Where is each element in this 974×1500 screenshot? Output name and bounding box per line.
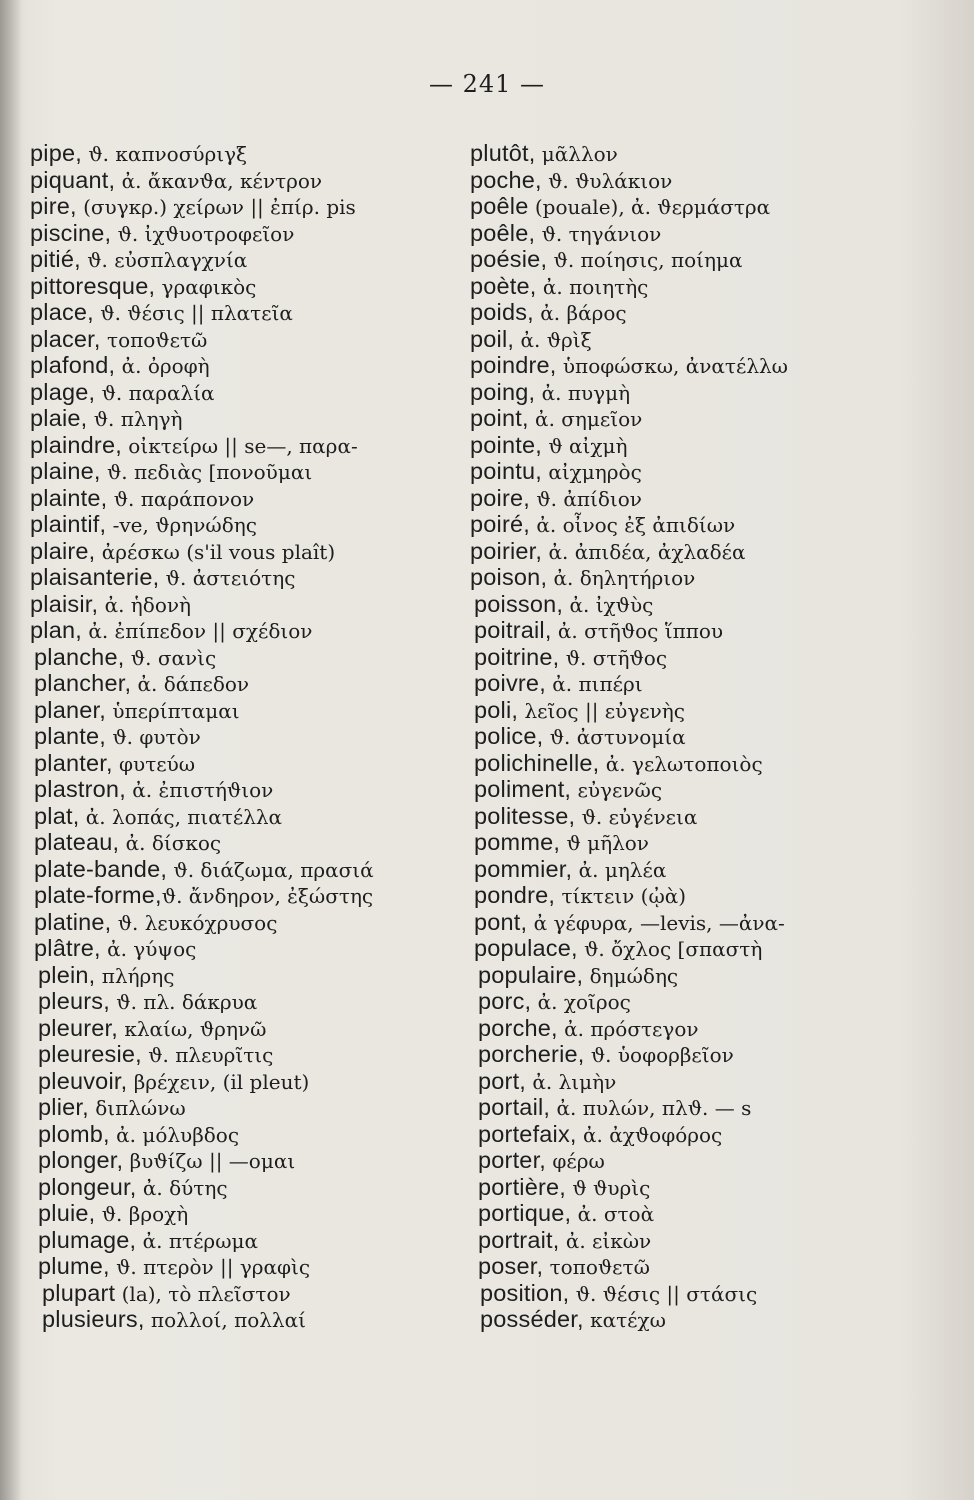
greek-definition: ϑ. παραλία [95, 380, 215, 405]
greek-definition: ὑποφώσκω, ἀνατέλλω [556, 354, 788, 378]
dictionary-entry [30, 1306, 470, 1333]
dictionary-entry [30, 856, 470, 883]
headword: plante, [34, 723, 106, 749]
greek-definition: ἀ. σημεῖον [528, 407, 643, 431]
headword: plume, [38, 1253, 110, 1279]
dictionary-entry [30, 617, 470, 644]
headword: poison, [470, 564, 548, 590]
greek-definition: ἀ. δύτης [136, 1175, 228, 1200]
greek-definition: ϑ. εὐγένεια [575, 804, 698, 829]
dictionary-entry [30, 591, 470, 618]
greek-definition: κλαίω, ϑρηνῶ [117, 1016, 267, 1041]
dictionary-entry [470, 1015, 910, 1042]
greek-definition: τίκτειν (ᾠὰ) [555, 884, 687, 908]
dictionary-entry [470, 617, 910, 644]
greek-definition: πλήρης [95, 963, 175, 988]
greek-definition: αἰχμηρὸς [541, 460, 642, 484]
headword: plaisanterie, [30, 564, 160, 590]
headword: piscine, [30, 219, 112, 246]
dictionary-entry [470, 352, 910, 379]
headword: poète, [470, 272, 537, 299]
headword: pluie, [38, 1200, 96, 1226]
headword: poli, [474, 696, 519, 723]
headword: polichinelle, [474, 749, 600, 776]
greek-definition: ἀ. ἐπιστήϑιον [125, 778, 274, 802]
dictionary-entry [470, 511, 910, 538]
greek-definition: ἀ. δίσκος [119, 831, 222, 855]
headword: pitié, [30, 246, 81, 272]
headword: plutôt, [470, 140, 536, 166]
headword: poindre, [470, 352, 557, 378]
headword: planter, [34, 749, 113, 776]
headword: populace, [474, 935, 578, 961]
greek-definition: ἀ. γύψος [100, 937, 197, 961]
greek-definition: ϑ. ϑέσις || στάσις [569, 1281, 758, 1306]
headword: portique, [478, 1200, 572, 1226]
greek-definition: οἰκτείρω || se—, παρα- [121, 433, 358, 458]
headword: piquant, [30, 166, 116, 193]
headword: portière, [478, 1173, 567, 1200]
greek-definition: ϑ. καπνοσύριγξ [81, 142, 248, 166]
greek-definition: ὑπερίπταμαι [105, 698, 240, 723]
headword: plupart [42, 1279, 116, 1306]
headword: pire, [30, 193, 77, 219]
dictionary-entry [30, 379, 470, 406]
greek-definition: ϑ. ποίησις, ποίημα [547, 248, 743, 272]
dictionary-entry [30, 1121, 470, 1148]
dictionary-entry [30, 511, 470, 538]
greek-definition: φυτεύω [112, 751, 196, 776]
headword: poirier, [470, 537, 543, 564]
headword: poitrine, [474, 643, 560, 670]
greek-definition: ϑ. πλευρῖτις [141, 1043, 274, 1067]
headword: position, [480, 1279, 570, 1306]
dictionary-entry [30, 326, 470, 353]
dictionary-entry [30, 405, 470, 432]
dictionary-entry [30, 246, 470, 273]
dictionary-entry [470, 220, 910, 247]
dictionary-entry [470, 723, 910, 750]
dictionary-entry [470, 1280, 910, 1307]
greek-definition: ϑ. τηγάνιον [535, 221, 662, 246]
headword: poing, [470, 378, 536, 405]
headword: pommier, [474, 855, 573, 882]
dictionary-entry [30, 1200, 470, 1227]
headword: pleurer, [38, 1014, 118, 1041]
dictionary-entry [30, 909, 470, 936]
greek-definition: ἀ. ἀχϑοφόρος [576, 1122, 723, 1147]
greek-definition: ἀ. χοῖρος [531, 990, 631, 1014]
headword: poser, [478, 1253, 544, 1279]
greek-definition: εὐγενῶς [571, 778, 663, 802]
dictionary-entry [30, 670, 470, 697]
headword: port, [478, 1067, 527, 1094]
dictionary-entry [470, 432, 910, 459]
dictionary-entry [470, 829, 910, 856]
headword: poliment, [474, 776, 572, 802]
greek-definition: ἀ. πρόστεγον [557, 1016, 699, 1041]
headword: plusieurs, [42, 1306, 145, 1332]
greek-definition: τοποϑετῶ [543, 1255, 650, 1279]
headword: poids, [470, 299, 534, 325]
greek-definition: ἀ. εἰκὼν [559, 1228, 652, 1253]
headword: plainte, [30, 484, 108, 511]
greek-definition: ϑ. ἀπίδιον [530, 486, 642, 511]
dictionary-entry [470, 909, 910, 936]
dictionary-entry [30, 1147, 470, 1174]
dictionary-entry [30, 1174, 470, 1201]
headword: poêle, [470, 219, 536, 246]
headword: poisson, [474, 590, 564, 617]
headword: portail, [478, 1094, 551, 1120]
greek-definition: ἀ. λιμὴν [526, 1069, 617, 1094]
greek-definition: φέρω [546, 1149, 605, 1173]
headword: porc, [478, 988, 532, 1014]
headword: point, [470, 405, 529, 431]
headword: pipe, [30, 140, 82, 166]
headword: pleurs, [38, 988, 110, 1014]
greek-definition: ἀ. στοὰ [571, 1202, 655, 1226]
dictionary-entry [30, 140, 470, 167]
headword: plein, [38, 961, 96, 988]
dictionary-entry [30, 750, 470, 777]
dictionary-entry [470, 644, 910, 671]
dictionary-entry [30, 299, 470, 326]
dictionary-entry [470, 1121, 910, 1148]
dictionary-entry [470, 988, 910, 1015]
headword: poire, [470, 484, 530, 511]
greek-definition: ἀρέσκω (s'il vous plaît) [95, 539, 336, 564]
dictionary-entry [30, 432, 470, 459]
greek-definition: μᾶλλον [535, 142, 618, 166]
dictionary-entry [470, 326, 910, 353]
dictionary-entry [470, 962, 910, 989]
greek-definition: ἀ. πιπέρι [545, 672, 643, 696]
dictionary-entry [30, 167, 470, 194]
greek-definition: ϑ μῆλον [560, 831, 649, 855]
dictionary-entry [470, 299, 910, 326]
headword: placer, [30, 325, 101, 352]
headword: plaisir, [30, 590, 99, 617]
greek-definition: ἀ. μηλέα [572, 857, 667, 882]
headword: politesse, [474, 802, 576, 829]
greek-definition: ϑ. ὄχλος [σπαστὴ [577, 937, 763, 961]
dictionary-entry [470, 485, 910, 512]
greek-definition: ϑ. ὑοφορβεῖον [584, 1043, 734, 1067]
headword: pittoresque, [30, 272, 156, 299]
greek-definition: ϑ. πλ. δάκρυα [109, 990, 258, 1014]
dictionary-entry [470, 140, 910, 167]
dictionary-entry [30, 458, 470, 485]
headword: plat, [34, 802, 80, 829]
dictionary-entry [470, 1253, 910, 1280]
headword: poiré, [470, 511, 530, 537]
dictionary-entry [470, 167, 910, 194]
greek-definition: ϑ. ἄνδηρον, ἐξώστης [161, 884, 374, 908]
greek-definition: ϑ. πεδιὰς [πονοῦμαι [100, 460, 313, 484]
dictionary-entry [470, 538, 910, 565]
headword: place, [30, 299, 94, 325]
headword: planche, [34, 643, 125, 670]
dictionary-entry [30, 1094, 470, 1121]
greek-definition: ϑ. εὐσπλαγχνία [80, 248, 248, 272]
greek-definition: ϑ. ἀστειότης [159, 566, 296, 590]
headword: plate-forme, [34, 882, 162, 908]
greek-definition: ϑ. ϑυλάκιον [541, 168, 673, 193]
book-gutter-shadow [0, 0, 22, 1500]
greek-definition: ἀ. ἀπιδέα, ἀχλαδέα [542, 539, 746, 564]
dictionary-entry [470, 193, 910, 220]
greek-definition: (συγκρ.) χείρων || ἐπίρ. pis [76, 195, 356, 219]
greek-definition: ἀ γέφυρα, —levis, —ἀνα- [527, 910, 785, 935]
dictionary-entry [470, 1147, 910, 1174]
greek-definition: ϑ. σανὶς [124, 645, 217, 670]
greek-definition: ϑ. ϑέσις || πλατεῖα [93, 301, 293, 325]
greek-definition: ἀ. δάπεδον [131, 672, 250, 696]
headword: pleuvoir, [38, 1067, 128, 1094]
headword: plomb, [38, 1120, 110, 1147]
headword: plancher, [34, 670, 132, 696]
greek-definition: ϑ. ἀστυνομία [543, 725, 686, 749]
greek-definition: ἀ. στῆϑος ἵππου [551, 619, 724, 643]
headword: plateau, [34, 829, 120, 855]
headword: pointe, [470, 431, 542, 458]
dictionary-entry [470, 1041, 910, 1068]
dictionary-entry [470, 458, 910, 485]
dictionary-entry [470, 273, 910, 300]
dictionary-entry [30, 564, 470, 591]
headword: plastron, [34, 776, 126, 802]
greek-definition: ϑ. παράπονον [107, 486, 255, 511]
dictionary-entry [30, 988, 470, 1015]
headword: plafond, [30, 352, 116, 378]
greek-definition: ἀ. πτέρωμα [136, 1228, 258, 1253]
greek-definition: γραφικὸς [155, 274, 257, 299]
dictionary-entry [30, 723, 470, 750]
greek-definition: ἀ. ἰχϑὺς [563, 592, 654, 617]
greek-definition: ἀ. λοπάς, πιατέλλα [79, 804, 283, 829]
headword: plage, [30, 378, 96, 405]
greek-definition: -ve, ϑρηνώδης [106, 513, 257, 537]
dictionary-entry [30, 1253, 470, 1280]
headword: porter, [478, 1147, 547, 1173]
headword: poitrail, [474, 617, 552, 643]
dictionary-entry [470, 1094, 910, 1121]
dictionary-entry [30, 644, 470, 671]
greek-definition: ϑ. πτερὸν || γραφὶς [109, 1255, 311, 1279]
dictionary-entry [30, 1280, 470, 1307]
headword: plaintif, [30, 511, 107, 537]
headword: portefaix, [478, 1120, 577, 1147]
headword: plâtre, [34, 935, 101, 961]
headword: pondre, [474, 882, 556, 908]
dictionary-entry [30, 1227, 470, 1254]
headword: plier, [38, 1094, 89, 1120]
dictionary-entry [30, 193, 470, 220]
greek-definition: ϑ. στῆϑος [559, 645, 668, 670]
dictionary-entry [470, 697, 910, 724]
headword: porche, [478, 1014, 558, 1041]
dictionary-entry [470, 405, 910, 432]
greek-definition: ϑ. ἰχϑυοτροφεῖον [111, 221, 295, 246]
greek-definition: ἀ. ἐπίπεδον || σχέδιον [81, 619, 313, 643]
greek-definition: βυϑίζω || —ομαι [123, 1149, 296, 1173]
greek-definition: ϑ. βροχὴ [95, 1202, 189, 1226]
dictionary-entry [470, 856, 910, 883]
greek-definition: ἀ. ἄκανϑα, κέντρον [115, 168, 323, 193]
headword: plan, [30, 617, 82, 643]
dictionary-entry [470, 1068, 910, 1095]
right-column [470, 140, 910, 1333]
dictionary-entry [30, 882, 470, 909]
dictionary-entry [30, 803, 470, 830]
dictionary-entry [470, 670, 910, 697]
greek-definition: βρέχειν, (il pleut) [127, 1069, 310, 1094]
dictionary-entry [470, 1174, 910, 1201]
greek-definition: ϑ. διάζωμα, πρασιά [167, 857, 374, 882]
dictionary-entry [470, 564, 910, 591]
dictionary-entry [30, 352, 470, 379]
dictionary-entry [470, 1200, 910, 1227]
headword: plaie, [30, 405, 88, 431]
dictionary-entry [30, 273, 470, 300]
greek-definition: ἀ. ϑρὶξ [514, 327, 592, 352]
headword: plongeur, [38, 1173, 137, 1200]
headword: poêle [470, 193, 529, 219]
greek-definition: ϑ. λευκόχρυσος [111, 910, 278, 935]
greek-definition: (la), τὸ πλεῖστον [115, 1281, 291, 1306]
dictionary-entry [30, 1041, 470, 1068]
dictionary-entry [30, 1015, 470, 1042]
dictionary-entry [470, 1306, 910, 1333]
dictionary-entry [470, 776, 910, 803]
greek-definition: ἀ. γελωτοποιὸς [599, 751, 763, 776]
headword: plaine, [30, 458, 101, 484]
greek-definition: (pouale), ἀ. ϑερμάστρα [528, 195, 771, 219]
greek-definition: τοποϑετῶ [100, 327, 208, 352]
dictionary-entry [30, 829, 470, 856]
greek-definition: δημώδης [583, 963, 679, 988]
headword: porcherie, [478, 1041, 585, 1067]
greek-definition: ϑ. φυτὸν [105, 725, 201, 749]
dictionary-entry [30, 962, 470, 989]
left-column [30, 140, 470, 1333]
headword: pomme, [474, 829, 561, 855]
headword: pointu, [470, 458, 542, 484]
dictionary-entry [30, 1068, 470, 1095]
headword: poil, [470, 325, 515, 352]
headword: populaire, [478, 961, 584, 988]
headword: plaire, [30, 537, 96, 564]
dictionary-entry [470, 935, 910, 962]
headword: pleuresie, [38, 1041, 142, 1067]
greek-definition: λεῖος || εὐγενὴς [518, 698, 685, 723]
dictionary-entry [30, 485, 470, 512]
dictionary-entry [30, 220, 470, 247]
headword: portrait, [478, 1226, 560, 1253]
greek-definition: ἀ. βάρος [533, 301, 627, 325]
greek-definition: ἀ. πυγμὴ [535, 380, 631, 405]
greek-definition: πολλοί, πολλαί [144, 1308, 306, 1332]
headword: platine, [34, 908, 112, 935]
headword: plumage, [38, 1226, 137, 1253]
headword: pont, [474, 908, 528, 935]
dictionary-entry [30, 697, 470, 724]
dictionary-entry [30, 538, 470, 565]
dictionary-entry [470, 1227, 910, 1254]
greek-definition: ἀ. ὀροφὴ [115, 354, 210, 378]
greek-definition: ϑ αἰχμὴ [541, 433, 628, 458]
greek-definition: ἀ. δηλητήριον [547, 566, 696, 590]
greek-definition: ἀ. πυλών, πλϑ. — s [550, 1096, 752, 1120]
greek-definition: κατέχω [583, 1308, 666, 1332]
dictionary-entry [470, 591, 910, 618]
headword: poésie, [470, 246, 548, 272]
dictionary-entry [470, 750, 910, 777]
headword: plaindre, [30, 431, 122, 458]
dictionary-entry [470, 882, 910, 909]
dictionary-entry [470, 246, 910, 273]
dictionary-entry [30, 776, 470, 803]
headword: posséder, [480, 1306, 584, 1332]
greek-definition: ϑ ϑυρὶς [566, 1175, 651, 1200]
dictionary-entry [470, 379, 910, 406]
greek-definition: ἀ. μόλυβδος [109, 1122, 240, 1147]
dictionary-entry [470, 803, 910, 830]
headword: plate-bande, [34, 855, 168, 882]
dictionary-entry [30, 935, 470, 962]
greek-definition: διπλώνω [88, 1096, 186, 1120]
headword: poivre, [474, 670, 546, 696]
greek-definition: ἀ. οἶνος ἐξ ἀπιδίων [530, 513, 736, 537]
greek-definition: ἀ. ποιητὴς [536, 274, 649, 299]
headword: police, [474, 723, 544, 749]
greek-definition: ϑ. πληγὴ [87, 407, 183, 431]
headword: poche, [470, 166, 542, 193]
headword: plonger, [38, 1147, 124, 1173]
greek-definition: ἀ. ἡδονὴ [98, 592, 192, 617]
page-number: — 241 — [428, 70, 546, 98]
headword: planer, [34, 696, 106, 723]
